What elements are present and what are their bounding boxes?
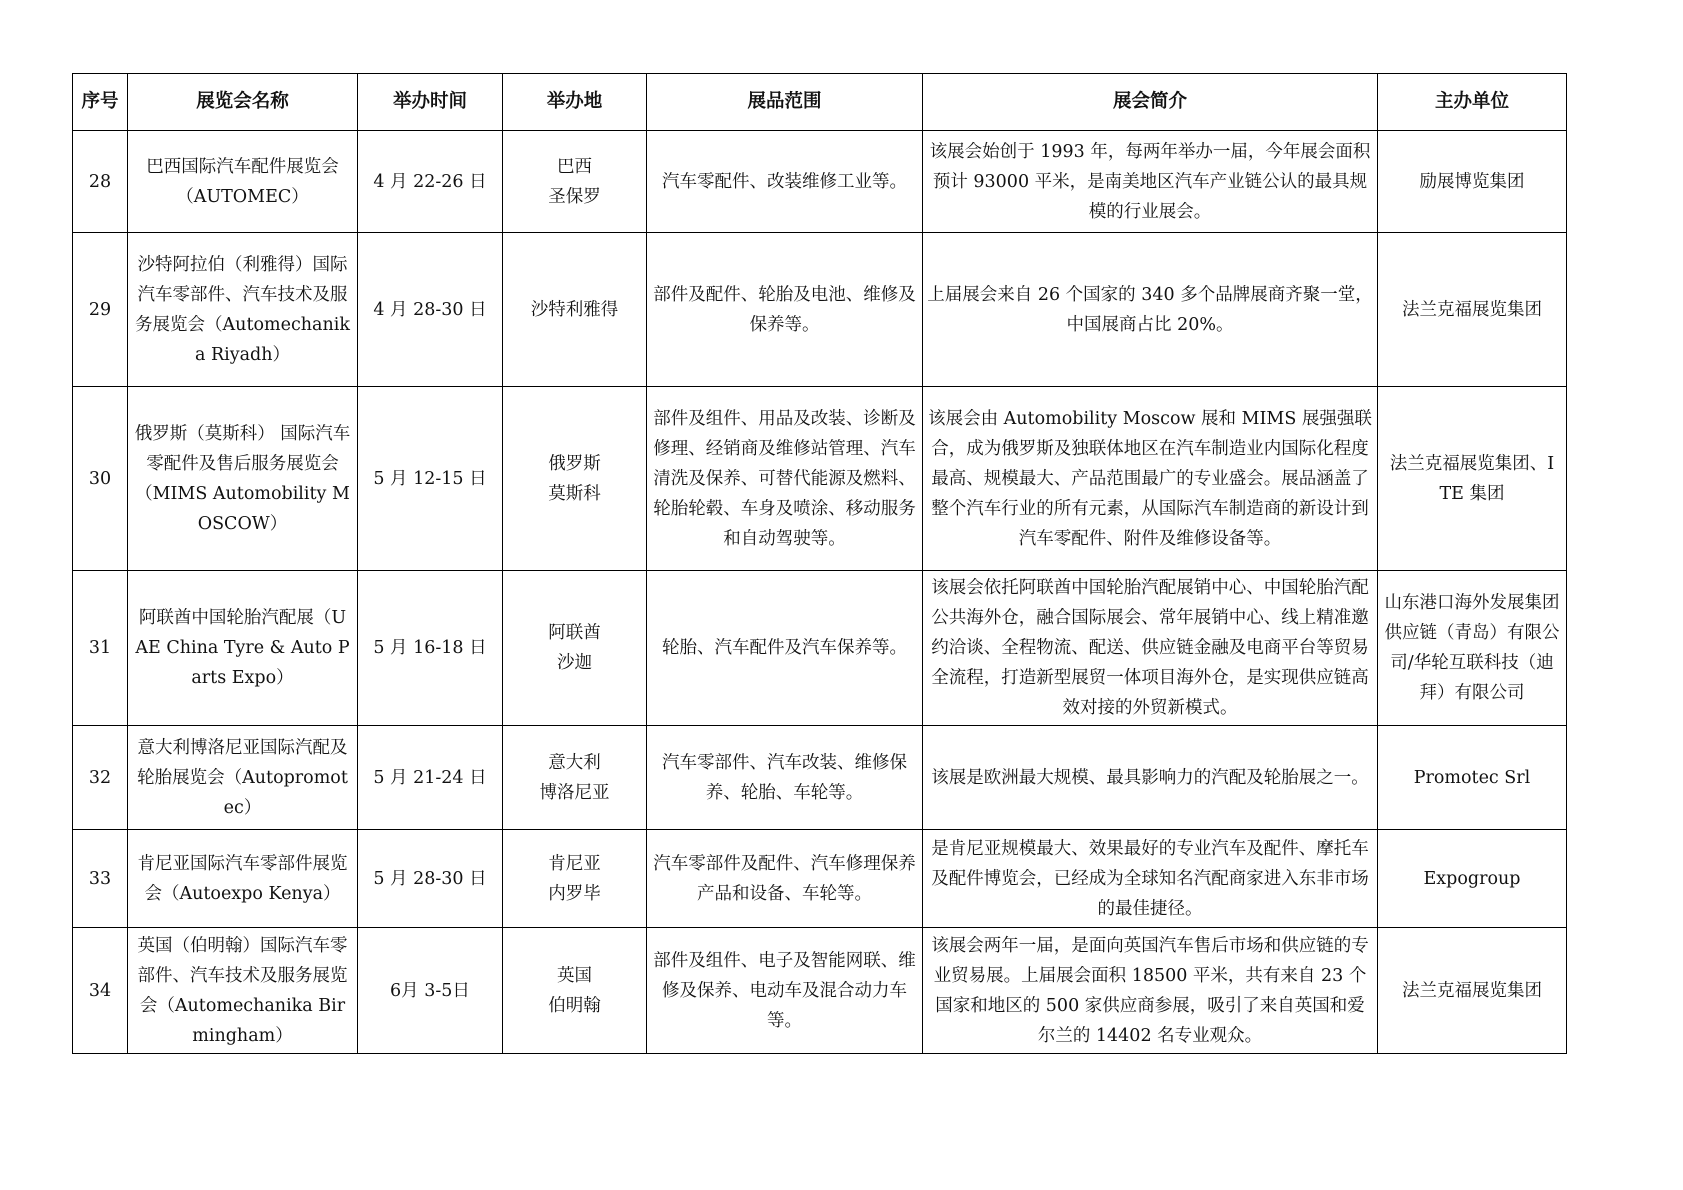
header-scope: 展品范围 [647,74,923,131]
cell-index: 31 [73,571,128,726]
cell-organizer: 法兰克福展览集团、ITE 集团 [1378,387,1567,571]
cell-description: 该展会依托阿联酋中国轮胎汽配展销中心、中国轮胎汽配公共海外仓，融合国际展会、常年展销中心、线上精准邀约洽谈、全程物流、配送、供应链金融及电商平台等贸易全流程，打造新型展贸一体项目海外仓，是实现供应链高效对接的外贸新模式。 [923,571,1378,726]
cell-date: 5 月 28-30 日 [358,830,503,928]
cell-index: 32 [73,726,128,830]
cell-description: 该展会两年一届，是面向英国汽车售后市场和供应链的专业贸易展。上届展会面积 18500 平米，共有来自 23 个国家和地区的 500 家供应商参展，吸引了来自英国和爱尔兰的 14402 名专业观众。 [923,928,1378,1054]
cell-organizer: 法兰克福展览集团 [1378,233,1567,387]
cell-name: 巴西国际汽车配件展览会（AUTOMEC） [128,131,358,233]
table-row [73,233,1567,387]
cell-name: 俄罗斯（莫斯科） 国际汽车零配件及售后服务展览会（MIMS Automobility MOSCOW） [128,387,358,571]
cell-index: 33 [73,830,128,928]
table-row [73,131,1567,233]
table-row [73,387,1567,571]
header-description: 展会简介 [923,74,1378,131]
cell-location: 阿联酋 沙迦 [503,571,647,726]
cell-index: 28 [73,131,128,233]
cell-description: 是肯尼亚规模最大、效果最好的专业汽车及配件、摩托车及配件博览会，已经成为全球知名汽配商家进入东非市场的最佳捷径。 [923,830,1378,928]
cell-name: 沙特阿拉伯（利雅得）国际汽车零部件、汽车技术及服务展览会（Automechanika Riyadh） [128,233,358,387]
cell-location: 俄罗斯 莫斯科 [503,387,647,571]
cell-organizer: Promotec Srl [1378,726,1567,830]
cell-name: 英国（伯明翰）国际汽车零部件、汽车技术及服务展览会（Automechanika Birmingham） [128,928,358,1054]
cell-date: 5 月 21-24 日 [358,726,503,830]
cell-organizer: 励展博览集团 [1378,131,1567,233]
cell-index: 30 [73,387,128,571]
cell-location: 肯尼亚 内罗毕 [503,830,647,928]
cell-scope: 汽车零配件、改装维修工业等。 [647,131,923,233]
table-row [73,928,1567,1054]
cell-scope: 汽车零部件、汽车改装、维修保养、轮胎、车轮等。 [647,726,923,830]
header-location: 举办地 [503,74,647,131]
cell-description: 该展会始创于 1993 年，每两年举办一届，今年展会面积预计 93000 平米，是南美地区汽车产业链公认的最具规模的行业展会。 [923,131,1378,233]
cell-date: 5 月 12-15 日 [358,387,503,571]
cell-date: 5 月 16-18 日 [358,571,503,726]
cell-organizer: 法兰克福展览集团 [1378,928,1567,1054]
cell-location: 巴西 圣保罗 [503,131,647,233]
cell-name: 意大利博洛尼亚国际汽配及轮胎展览会（Autopromotec） [128,726,358,830]
cell-organizer: Expogroup [1378,830,1567,928]
cell-date: 4 月 22-26 日 [358,131,503,233]
cell-scope: 汽车零部件及配件、汽车修理保养产品和设备、车轮等。 [647,830,923,928]
cell-scope: 轮胎、汽车配件及汽车保养等。 [647,571,923,726]
cell-index: 34 [73,928,128,1054]
header-date: 举办时间 [358,74,503,131]
header-organizer: 主办单位 [1378,74,1567,131]
cell-location: 英国 伯明翰 [503,928,647,1054]
cell-organizer: 山东港口海外发展集团供应链（青岛）有限公司/华轮互联科技（迪拜）有限公司 [1378,571,1567,726]
cell-date: 4 月 28-30 日 [358,233,503,387]
cell-description: 该展是欧洲最大规模、最具影响力的汽配及轮胎展之一。 [923,726,1378,830]
cell-name: 肯尼亚国际汽车零部件展览会（Autoexpo Kenya） [128,830,358,928]
cell-name: 阿联酋中国轮胎汽配展（UAE China Tyre & Auto Parts Expo） [128,571,358,726]
cell-scope: 部件及组件、用品及改装、诊断及修理、经销商及维修站管理、汽车清洗及保养、可替代能源及燃料、轮胎轮毂、车身及喷涂、移动服务和自动驾驶等。 [647,387,923,571]
cell-index: 29 [73,233,128,387]
table-row [73,571,1567,726]
cell-date: 6月 3-5日 [358,928,503,1054]
table-row [73,726,1567,830]
exhibition-table [72,73,1567,1054]
cell-location: 意大利 博洛尼亚 [503,726,647,830]
cell-description: 该展会由 Automobility Moscow 展和 MIMS 展强强联合，成为俄罗斯及独联体地区在汽车制造业内国际化程度最高、规模最大、产品范围最广的专业盛会。展品涵盖了整个汽车行业的所有元素，从国际汽车制造商的新设计到汽车零配件、附件及维修设备等。 [923,387,1378,571]
cell-scope: 部件及组件、电子及智能网联、维修及保养、电动车及混合动力车等。 [647,928,923,1054]
header-name: 展览会名称 [128,74,358,131]
cell-description: 上届展会来自 26 个国家的 340 多个品牌展商齐聚一堂，中国展商占比 20%。 [923,233,1378,387]
table-row [73,830,1567,928]
header-index: 序号 [73,74,128,131]
cell-scope: 部件及配件、轮胎及电池、维修及保养等。 [647,233,923,387]
cell-location: 沙特利雅得 [503,233,647,387]
table-header-row [73,74,1567,131]
